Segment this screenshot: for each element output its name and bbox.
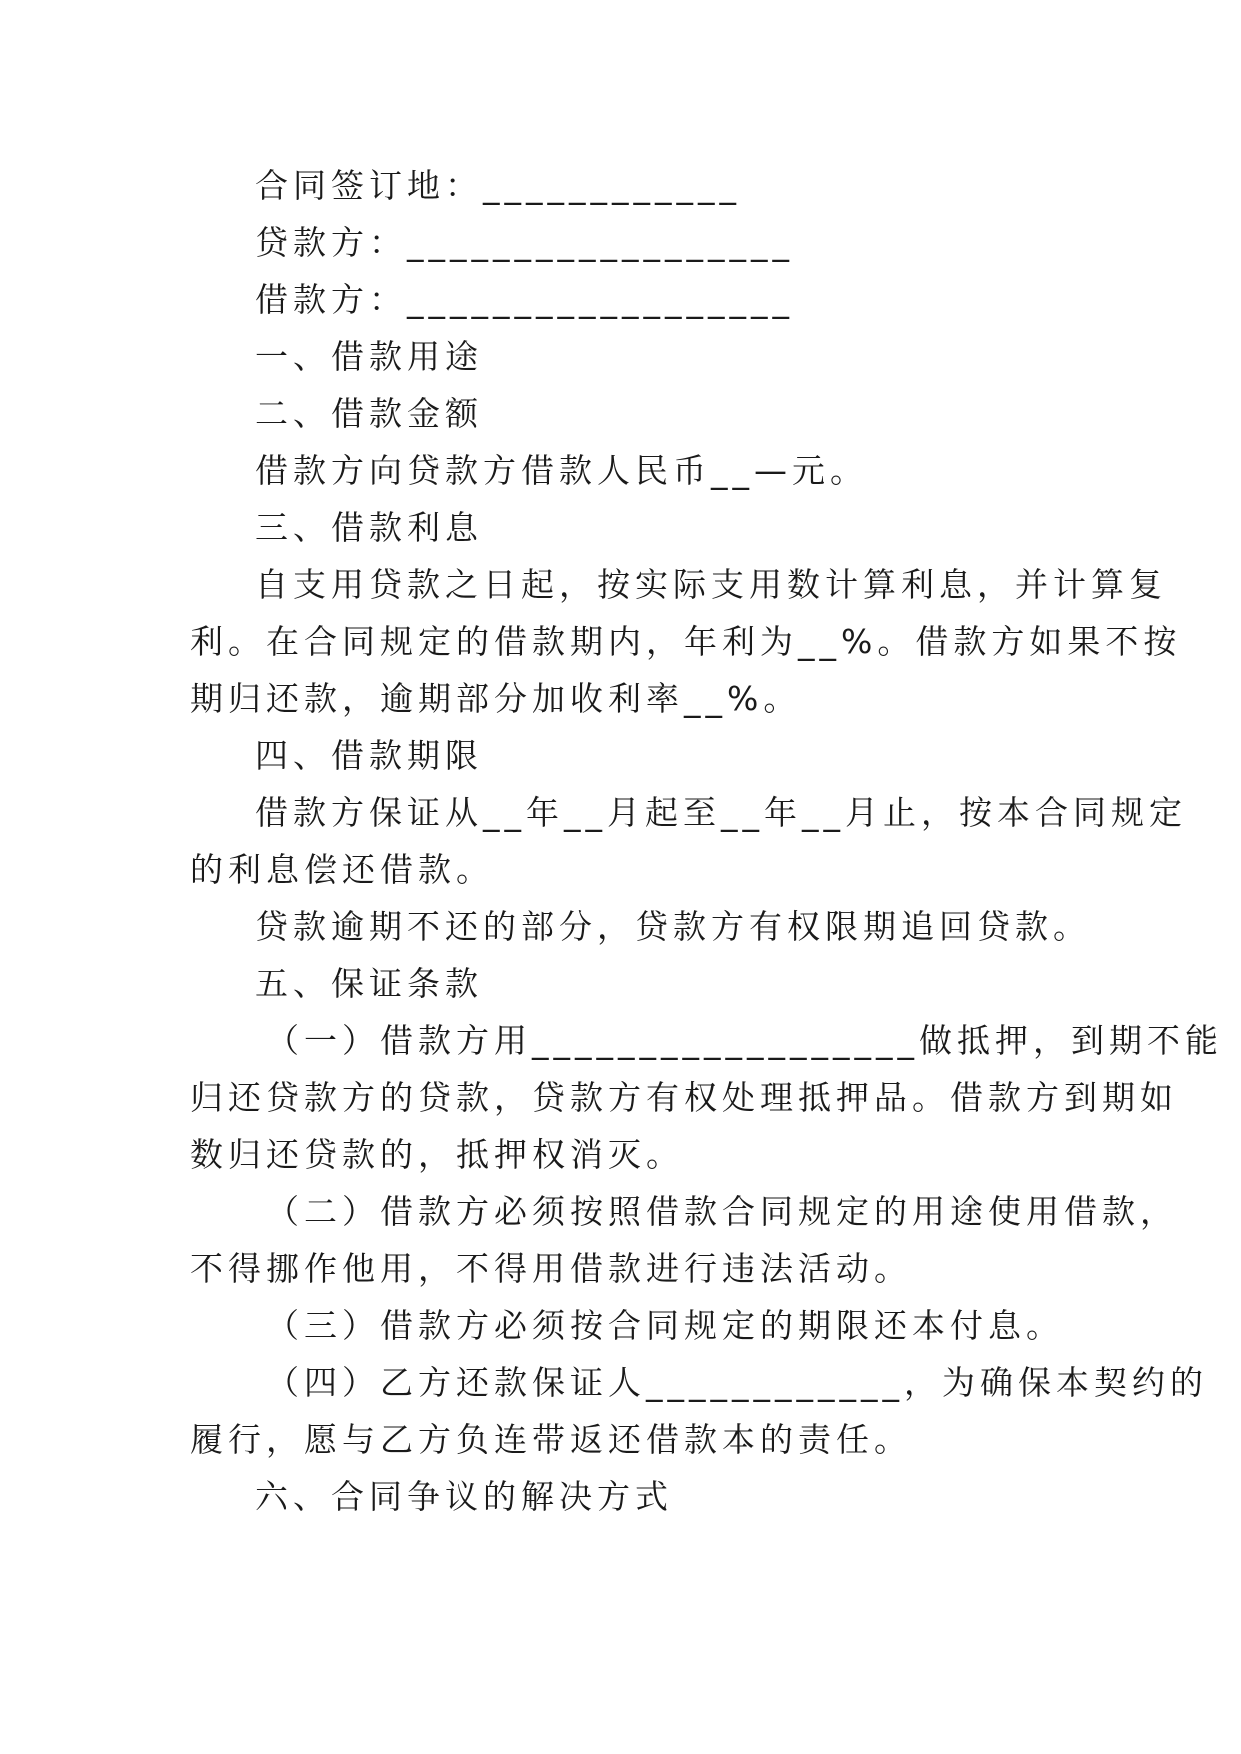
interest-text-line-1: 自支用贷款之日起，按实际支用数计算利息，并计算复 <box>255 565 1167 604</box>
overdue-text: 贷款逾期不还的部分，贷款方有权限期追回贷款。 <box>255 907 1091 946</box>
clause-2-line-2: 不得挪作他用，不得用借款进行违法活动。 <box>190 1249 912 1288</box>
loan-amount-text: 借款方向贷款方借款人民币__—元。 <box>255 451 868 490</box>
section-1-heading: 一、借款用途 <box>255 337 483 376</box>
lender-line: 贷款方：__________________ <box>255 223 794 262</box>
signing-place-line: 合同签订地：____________ <box>255 166 741 205</box>
term-text-line-1: 借款方保证从__年__月起至__年__月止，按本合同规定 <box>255 793 1187 832</box>
section-4-heading: 四、借款期限 <box>255 736 483 775</box>
clause-4-line-2: 履行，愿与乙方负连带返还借款本的责任。 <box>190 1420 912 1459</box>
interest-text-line-2: 利。在合同规定的借款期内，年利为__%。借款方如果不按 <box>190 622 1182 661</box>
clause-1-line-1: （一）借款方用__________________做抵押，到期不能 <box>266 1021 1223 1060</box>
section-6-heading: 六、合同争议的解决方式 <box>255 1477 673 1516</box>
section-3-heading: 三、借款利息 <box>255 508 483 547</box>
clause-4-line-1: （四）乙方还款保证人____________，为确保本契约的 <box>266 1363 1208 1402</box>
borrower-line: 借款方：__________________ <box>255 280 794 319</box>
term-text-line-2: 的利息偿还借款。 <box>190 850 494 889</box>
clause-1-line-3: 数归还贷款的，抵押权消灭。 <box>190 1135 684 1174</box>
clause-1-line-2: 归还贷款方的贷款，贷款方有权处理抵押品。借款方到期如 <box>190 1078 1178 1117</box>
clause-3-line: （三）借款方必须按合同规定的期限还本付息。 <box>266 1306 1064 1345</box>
interest-text-line-3: 期归还款，逾期部分加收利率__%。 <box>190 679 802 718</box>
section-5-heading: 五、保证条款 <box>255 964 483 1003</box>
clause-2-line-1: （二）借款方必须按照借款合同规定的用途使用借款， <box>266 1192 1178 1231</box>
section-2-heading: 二、借款金额 <box>255 394 483 433</box>
